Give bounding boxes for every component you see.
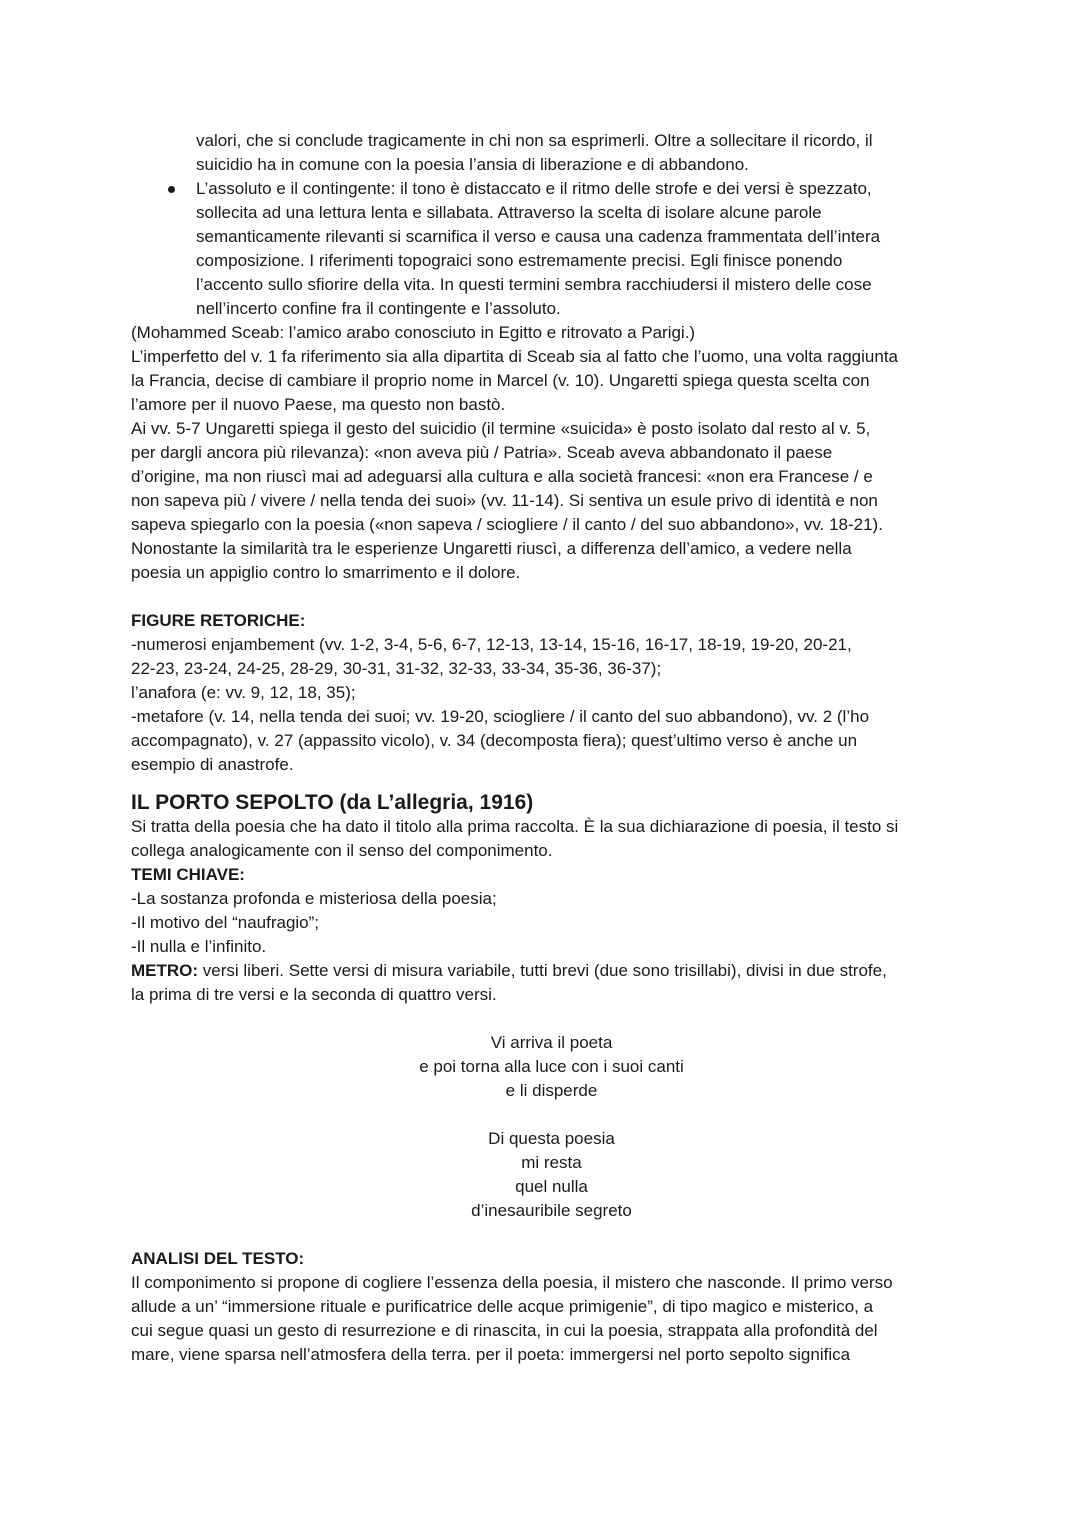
text-line: allude a un’ “immersione rituale e purificatrice delle acque primigenie”, di tipo magico e misterico, a [131,1297,874,1316]
poem-verse: mi resta [521,1153,582,1172]
text-line: l’accento sullo sfiorire della vita. In questi termini sembra racchiudersi il mistero delle cose [196,275,872,294]
text-line: l’amore per il nuovo Paese, ma questo non bastò. [131,395,506,414]
section-title: IL PORTO SEPOLTO (da L’allegria, 1916) [131,791,534,814]
text-line: valori, che si conclude tragicamente in chi non sa esprimerli. Oltre a sollecitare il ricordo, il [196,131,873,150]
subsection-heading: TEMI CHIAVE: [131,865,245,884]
poem-verse: Di questa poesia [488,1129,615,1148]
text-line: mare, viene sparsa nell’atmosfera della terra. per il poeta: immergersi nel porto sepolto significa [131,1345,851,1364]
text-line: -numerosi enjambement (vv. 1-2, 3-4, 5-6, 6-7, 12-13, 13-14, 15-16, 16-17, 18-19, 19-20, 20-21, [131,635,852,654]
poem-verse: d’inesauribile segreto [471,1201,632,1220]
text-line: l’anafora (e: vv. 9, 12, 18, 35); [131,683,356,702]
text-line: Si tratta della poesia che ha dato il titolo alla prima raccolta. È la sua dichiarazione di poesia, il testo si [131,817,899,836]
poem [131,1031,952,1223]
poem-verse: e li disperde [505,1081,598,1100]
poem-verse: Vi arriva il poeta [490,1033,613,1052]
text-line: cui segue quasi un gesto di resurrezione e di rinascita, in cui la poesia, strappata alla profondità del [131,1321,878,1340]
figure-retoriche-section [131,609,952,777]
list-item: -Il nulla e l’infinito. [131,937,267,956]
text-line: esempio di anastrofe. [131,755,294,774]
poem-verse: e poi torna alla luce con i suoi canti [419,1057,684,1076]
list-item: -La sostanza profonda e misteriosa della poesia; [131,889,497,908]
text-line: collega analogicamente con il senso del componimento. [131,841,553,860]
text-line: poesia un appiglio contro lo smarrimento e il dolore. [131,563,521,582]
text-line: sapeva spiegarlo con la poesia («non sapeva / sciogliere / il canto / del suo abbandono», vv. 18-21). [131,515,883,534]
continuation-paragraph [131,129,952,177]
body-paragraph [131,321,952,585]
text-line: semanticamente rilevanti si scarnifica il verso e causa una cadenza frammentata dell’intera [196,227,881,246]
text-line: d’origine, ma non riuscì mai ad adeguarsi alla cultura e alla società francesi: «non era Francese / e [131,467,873,486]
text-line: -metafore (v. 14, nella tenda dei suoi; vv. 19-20, sciogliere / il canto del suo abbandono), vv. 2 (l’ho [131,707,870,726]
text-line: Ai vv. 5-7 Ungaretti spiega il gesto del suicidio (il termine «suicida» è posto isolato dal resto al v. 5, [131,419,871,438]
list-item: -Il motivo del “naufragio”; [131,913,320,932]
bullet-icon [168,186,175,193]
text-line: Il componimento si propone di cogliere l’essenza della poesia, il mistero che nasconde. Il primo verso [131,1273,893,1292]
text-line: Nonostante la similarità tra le esperienze Ungaretti riuscì, a differenza dell’amico, a vedere nella [131,539,852,558]
text-line: 22-23, 23-24, 24-25, 28-29, 30-31, 31-32, 32-33, 33-34, 35-36, 36-37); [131,659,662,678]
text-line: la prima di tre versi e la seconda di quattro versi. [131,985,497,1004]
section-heading: FIGURE RETORICHE: [131,611,306,630]
subsection-heading: ANALISI DEL TESTO: [131,1249,305,1268]
bullet-item-assoluto [131,177,952,321]
text-line: L’assoluto e il contingente: il tono è distaccato e il ritmo delle strofe e dei versi è spezzato, [196,179,872,198]
text-line: nell’incerto confine fra il contingente e l’assoluto. [196,299,561,318]
text-line: sollecita ad una lettura lenta e sillabata. Attraverso la scelta di isolare alcune parole [196,203,822,222]
porto-sepolto-section [131,790,952,1367]
metro-text: versi liberi. Sette versi di misura variabile, tutti brevi (due sono trisillabi), divisi in due strofe, [198,961,887,980]
text-line: accompagnato), v. 27 (appassito vicolo), v. 34 (decomposta fiera); quest’ultimo verso è anche un [131,731,858,750]
metro-line [131,959,952,983]
poem-verse: quel nulla [515,1177,588,1196]
text-line: L’imperfetto del v. 1 fa riferimento sia alla dipartita di Sceab sia al fatto che l’uomo, una volta raggiunta [131,347,899,366]
text-line: non sapeva più / vivere / nella tenda dei suoi» (vv. 11-14). Si sentiva un esule privo di identità e non [131,491,878,510]
text-line: (Mohammed Sceab: l’amico arabo conosciuto in Egitto e ritrovato a Parigi.) [131,323,696,342]
text-line: la Francia, decise di cambiare il proprio nome in Marcel (v. 10). Ungaretti spiega questa scelta con [131,371,870,390]
text-line: per dargli ancora più rilevanza): «non aveva più / Patria». Sceab aveva abbandonato il paese [131,443,833,462]
text-line: composizione. I riferimenti topograici sono estremamente precisi. Egli finisce ponendo [196,251,843,270]
text-line: suicidio ha in comune con la poesia l’ansia di liberazione e di abbandono. [196,155,749,174]
metro-label: METRO: [131,961,199,980]
